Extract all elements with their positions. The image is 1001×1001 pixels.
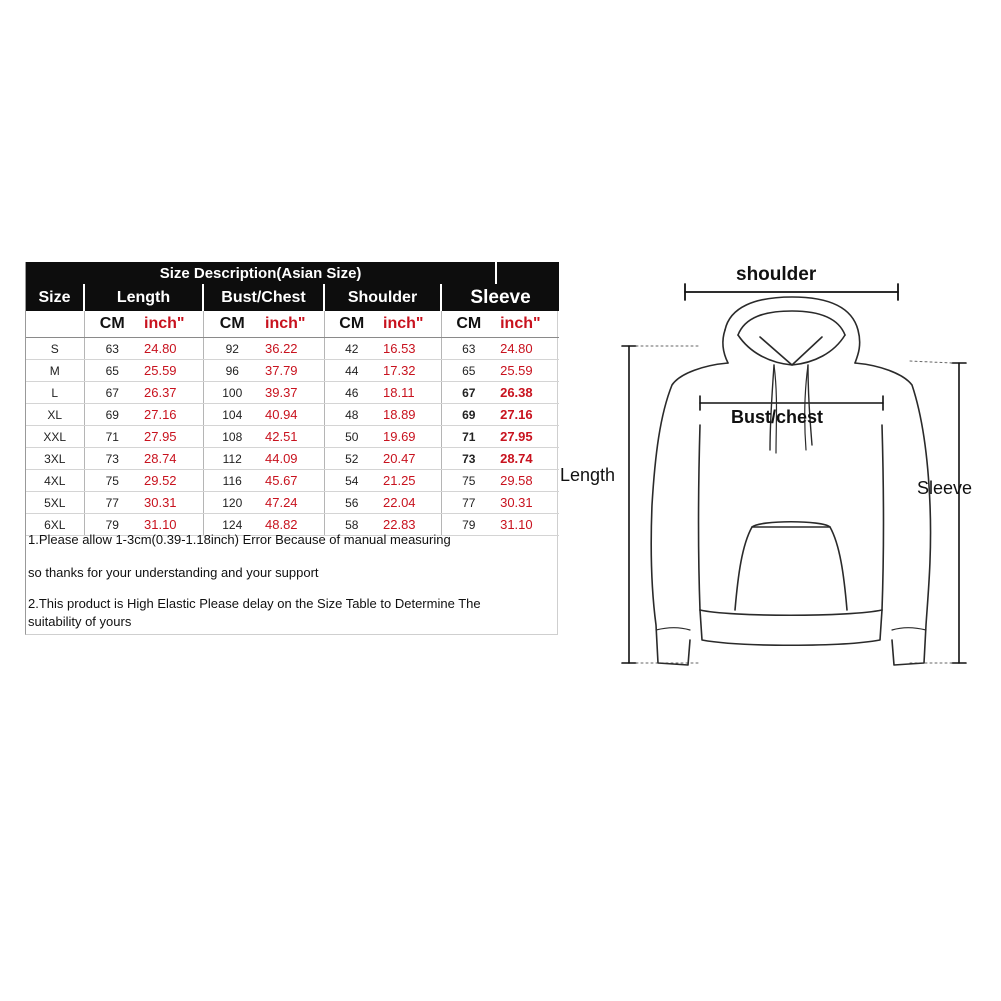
- unit-length-inch: inch": [140, 311, 203, 338]
- cell-bust-cm: 108: [203, 426, 261, 448]
- unit-sleeve-cm: CM: [441, 311, 496, 338]
- note-4: suitability of yours: [28, 614, 132, 629]
- sleeve-label: Sleeve: [917, 478, 973, 498]
- cell-length-in: 27.95: [140, 426, 203, 448]
- cell-length-cm: 77: [84, 492, 140, 514]
- table-row: [26, 492, 559, 514]
- cell-sleeve-in: 26.38: [496, 382, 559, 404]
- table-row: [26, 382, 559, 404]
- table-row: [26, 338, 559, 360]
- shoulder-label: shoulder: [736, 264, 817, 285]
- cell-size: M: [26, 360, 84, 382]
- cell-sleeve-in: 29.58: [496, 470, 559, 492]
- cell-bust-cm: 124: [203, 514, 261, 536]
- cell-length-cm: 75: [84, 470, 140, 492]
- cell-shoulder-cm: 56: [324, 492, 379, 514]
- cell-bust-in: 40.94: [261, 404, 324, 426]
- cell-shoulder-in: 20.47: [379, 448, 441, 470]
- hoodie-measurement-diagram: [560, 255, 1001, 675]
- cell-sleeve-cm: 63: [441, 338, 496, 360]
- cell-sleeve-cm: 71: [441, 426, 496, 448]
- cell-bust-in: 45.67: [261, 470, 324, 492]
- title-extra-cell: [496, 262, 559, 284]
- bust-label: Bust/chest: [731, 407, 824, 427]
- cell-length-in: 27.16: [140, 404, 203, 426]
- cell-shoulder-in: 22.04: [379, 492, 441, 514]
- note-1: 1.Please allow 1-3cm(0.39-1.18inch) Error Because of manual measuring: [28, 532, 451, 547]
- header-bust: Bust/Chest: [203, 284, 324, 311]
- cell-size: 6XL: [26, 514, 84, 536]
- cell-bust-in: 36.22: [261, 338, 324, 360]
- cell-shoulder-in: 22.83: [379, 514, 441, 536]
- cell-shoulder-cm: 54: [324, 470, 379, 492]
- cell-sleeve-in: 31.10: [496, 514, 559, 536]
- cell-sleeve-in: 27.95: [496, 426, 559, 448]
- cell-length-cm: 65: [84, 360, 140, 382]
- length-measure-line: [622, 346, 700, 663]
- unit-bust-inch: inch": [261, 311, 324, 338]
- cell-shoulder-in: 16.53: [379, 338, 441, 360]
- cell-sleeve-in: 28.74: [496, 448, 559, 470]
- cell-bust-cm: 104: [203, 404, 261, 426]
- cell-sleeve-cm: 67: [441, 382, 496, 404]
- unit-shoulder-inch: inch": [379, 311, 441, 338]
- cell-length-in: 26.37: [140, 382, 203, 404]
- cell-length-in: 28.74: [140, 448, 203, 470]
- hoodie-outline: [651, 297, 930, 665]
- header-size: Size: [26, 284, 84, 311]
- cell-bust-cm: 120: [203, 492, 261, 514]
- cell-size: 4XL: [26, 470, 84, 492]
- cell-length-in: 29.52: [140, 470, 203, 492]
- cell-bust-in: 39.37: [261, 382, 324, 404]
- cell-bust-cm: 100: [203, 382, 261, 404]
- size-grid: [26, 262, 559, 536]
- cell-sleeve-in: 27.16: [496, 404, 559, 426]
- cell-shoulder-cm: 58: [324, 514, 379, 536]
- cell-sleeve-in: 30.31: [496, 492, 559, 514]
- header-shoulder: Shoulder: [324, 284, 441, 311]
- cell-size: 3XL: [26, 448, 84, 470]
- cell-sleeve-cm: 73: [441, 448, 496, 470]
- cell-size: L: [26, 382, 84, 404]
- header-length: Length: [84, 284, 203, 311]
- cell-length-cm: 73: [84, 448, 140, 470]
- unit-shoulder-cm: CM: [324, 311, 379, 338]
- note-3: 2.This product is High Elastic Please delay on the Size Table to Determine The: [28, 596, 481, 611]
- cell-sleeve-in: 25.59: [496, 360, 559, 382]
- unit-bust-cm: CM: [203, 311, 261, 338]
- cell-shoulder-cm: 46: [324, 382, 379, 404]
- cell-bust-in: 44.09: [261, 448, 324, 470]
- cell-bust-in: 42.51: [261, 426, 324, 448]
- cell-length-cm: 69: [84, 404, 140, 426]
- cell-shoulder-cm: 42: [324, 338, 379, 360]
- unit-length-cm: CM: [84, 311, 140, 338]
- unit-sleeve-inch: inch": [496, 311, 559, 338]
- cell-shoulder-cm: 44: [324, 360, 379, 382]
- cell-length-cm: 79: [84, 514, 140, 536]
- cell-sleeve-cm: 65: [441, 360, 496, 382]
- unit-blank: [26, 311, 84, 338]
- cell-length-in: 24.80: [140, 338, 203, 360]
- cell-sleeve-cm: 69: [441, 404, 496, 426]
- cell-shoulder-in: 21.25: [379, 470, 441, 492]
- cell-shoulder-in: 17.32: [379, 360, 441, 382]
- table-row: [26, 448, 559, 470]
- cell-bust-in: 48.82: [261, 514, 324, 536]
- cell-bust-cm: 112: [203, 448, 261, 470]
- cell-bust-cm: 92: [203, 338, 261, 360]
- header-sleeve: Sleeve: [441, 284, 559, 311]
- table-row: [26, 360, 559, 382]
- cell-shoulder-in: 18.11: [379, 382, 441, 404]
- cell-sleeve-in: 24.80: [496, 338, 559, 360]
- cell-length-cm: 67: [84, 382, 140, 404]
- table-row: [26, 470, 559, 492]
- cell-length-cm: 63: [84, 338, 140, 360]
- cell-sleeve-cm: 77: [441, 492, 496, 514]
- cell-bust-cm: 96: [203, 360, 261, 382]
- cell-bust-in: 47.24: [261, 492, 324, 514]
- table-title: Size Description(Asian Size): [26, 262, 496, 284]
- cell-length-in: 25.59: [140, 360, 203, 382]
- note-2: so thanks for your understanding and your support: [28, 565, 319, 580]
- hoodie-drawing: [560, 255, 1001, 675]
- cell-sleeve-cm: 79: [441, 514, 496, 536]
- cell-length-in: 30.31: [140, 492, 203, 514]
- table-row: [26, 426, 559, 448]
- cell-sleeve-cm: 75: [441, 470, 496, 492]
- cell-length-in: 31.10: [140, 514, 203, 536]
- cell-shoulder-cm: 52: [324, 448, 379, 470]
- cell-bust-in: 37.79: [261, 360, 324, 382]
- cell-shoulder-cm: 50: [324, 426, 379, 448]
- cell-bust-cm: 116: [203, 470, 261, 492]
- size-table: [25, 262, 558, 635]
- cell-shoulder-in: 18.89: [379, 404, 441, 426]
- cell-shoulder-in: 19.69: [379, 426, 441, 448]
- table-row: [26, 404, 559, 426]
- length-label: Length: [560, 465, 616, 485]
- cell-size: XL: [26, 404, 84, 426]
- cell-size: 5XL: [26, 492, 84, 514]
- cell-size: S: [26, 338, 84, 360]
- cell-size: XXL: [26, 426, 84, 448]
- cell-length-cm: 71: [84, 426, 140, 448]
- cell-shoulder-cm: 48: [324, 404, 379, 426]
